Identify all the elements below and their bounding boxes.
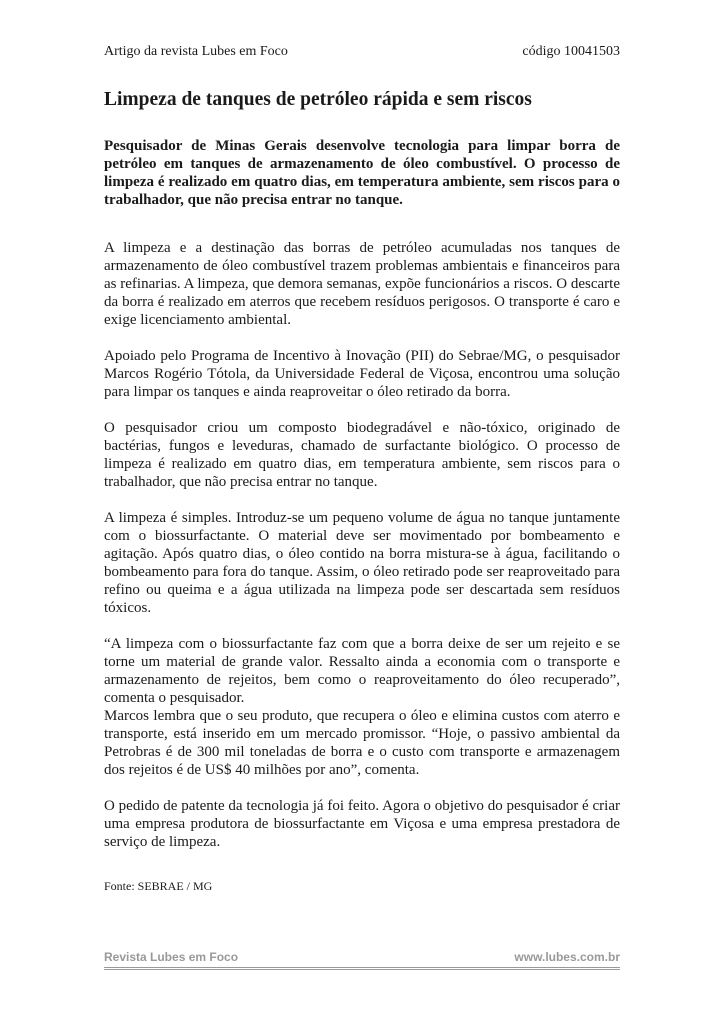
header-code: código 10041503: [522, 44, 620, 59]
paragraph: A limpeza e a destinação das borras de petróleo acumuladas nos tanques de armazenamento de óleo combustível trazem problemas ambientais e financeiros para as refinarias. A limpeza, que demora semanas, expõe funcionários a riscos. O descarte da borra é realizado em aterros que recebem resíduos perigosos. O transporte é caro e exige licenciamento ambiental.: [104, 240, 620, 328]
paragraph: Apoiado pelo Programa de Incentivo à Inovação (PII) do Sebrae/MG, o pesquisador Marcos Rogério Tótola, da Universidade Federal de Viçosa, encontrou uma solução para limpar os tanques e ainda reaproveitar o óleo retirado da borra.: [104, 348, 620, 400]
article-source: Fonte: SEBRAE / MG: [104, 879, 213, 893]
paragraph: O pesquisador criou um composto biodegradável e não-tóxico, originado de bactérias, fungos e leveduras, chamado de surfactante biológico. O processo de limpeza é realizado em quatro dias, em temperatura ambiente, sem riscos para o trabalhador, que não precisa entrar no tanque.: [104, 420, 620, 490]
paragraph: “A limpeza com o biossurfactante faz com que a borra deixe de ser um rejeito e se torne um material de grande valor. Ressalto ainda a economia com o transporte e armazenamento de rejeitos, bem como o reaproveitamento do óleo recuperado”, comenta o pesquisador.: [104, 636, 620, 706]
article-content: [104, 137, 620, 893]
paragraph: A limpeza é simples. Introduz-se um pequeno volume de água no tanque juntamente com o biossurfactante. O material deve ser movimentado por bombeamento e agitação. Após quatro dias, o óleo contido na borra mistura-se à água, facilitando o bombeamento para fora do tanque. Assim, o óleo retirado pode ser reaproveitado para refino ou queima e a água utilizada na limpeza pode ser descartada sem resíduos tóxicos.: [104, 510, 620, 616]
article-body: [104, 239, 620, 851]
paragraph: Marcos lembra que o seu produto, que recupera o óleo e elimina custos com aterro e transporte, está inserido em um mercado promissor. “Hoje, o passivo ambiental da Petrobras é de 300 mil toneladas de borra e o custo com transporte e armazenagem dos rejeitos é de US$ 40 milhões por ano”, comenta.: [104, 708, 620, 778]
header-publication: Artigo da revista Lubes em Foco: [104, 44, 288, 59]
paragraph: O pedido de patente da tecnologia já foi feito. Agora o objetivo do pesquisador é criar uma empresa produtora de biossurfactante em Viçosa e uma empresa prestadora de serviço de limpeza.: [104, 798, 620, 850]
page-footer: [104, 950, 620, 970]
footer-divider: [104, 967, 620, 970]
footer-publication: Revista Lubes em Foco: [104, 950, 239, 964]
footer-website-link[interactable]: www.lubes.com.br: [514, 950, 620, 964]
page-header: [104, 44, 620, 60]
article-lead: Pesquisador de Minas Gerais desenvolve tecnologia para limpar borra de petróleo em tanques de armazenamento de óleo combustível. O processo de limpeza é realizado em quatro dias, em temperatura ambiente, sem riscos para o trabalhador, que não precisa entrar no tanque.: [104, 138, 620, 208]
article-title: Limpeza de tanques de petróleo rápida e sem riscos: [104, 89, 532, 110]
